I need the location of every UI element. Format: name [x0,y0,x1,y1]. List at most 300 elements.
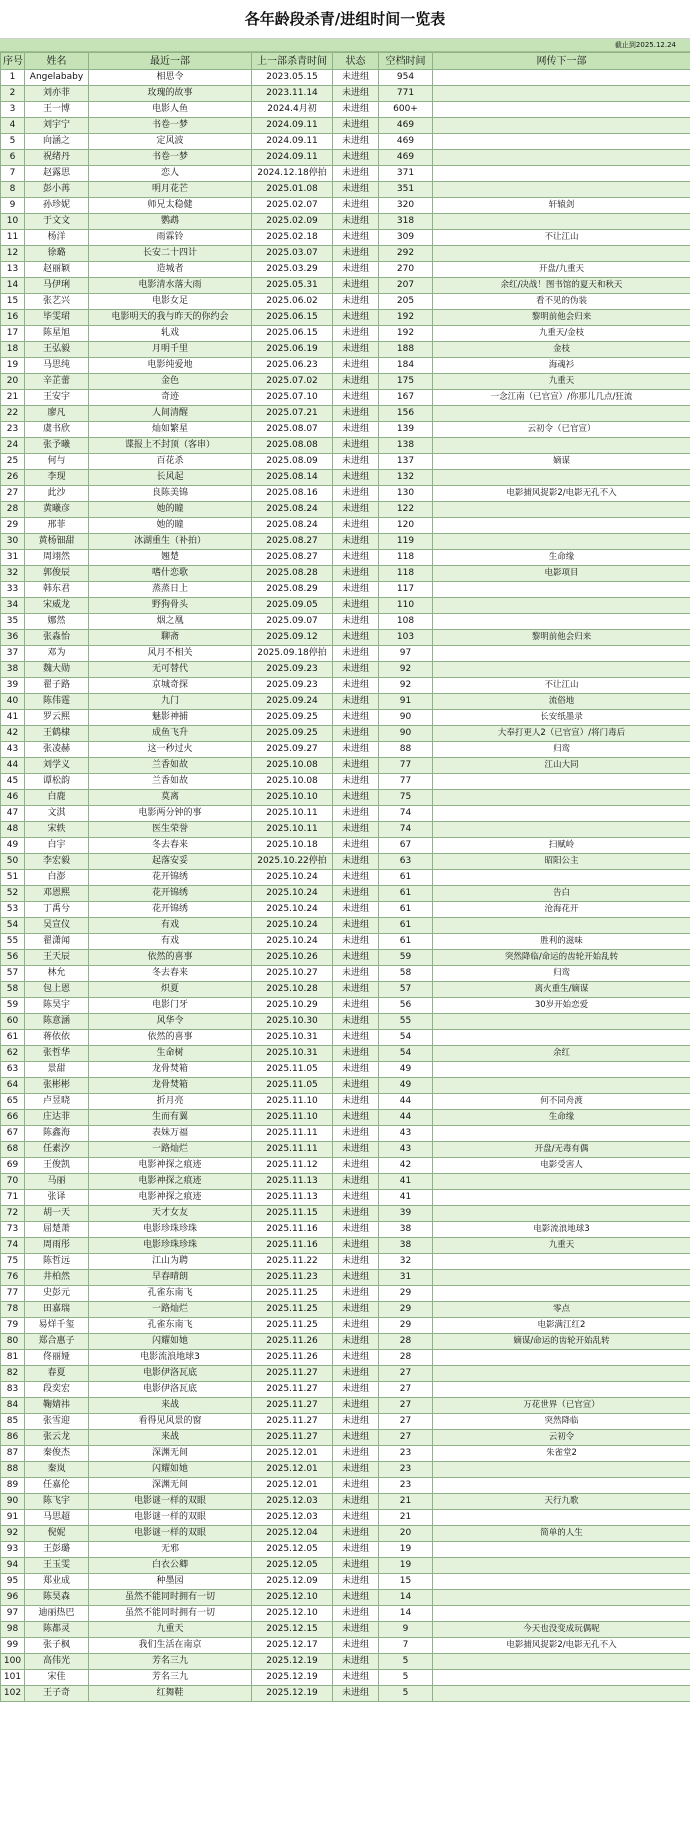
cell-wrap-date: 2025.12.17 [252,1638,333,1654]
cell-name: 娜然 [25,614,89,630]
table-row [1,1222,690,1238]
cell-next-rumored: 离火重生/嫡谋 [433,982,690,998]
cell-next-rumored [433,134,690,150]
cell-wrap-date: 2025.11.25 [252,1286,333,1302]
cell-status: 未进组 [333,1318,379,1334]
cell-status: 未进组 [333,1254,379,1270]
cell-name: 任嘉伦 [25,1478,89,1494]
cell-recent-work: 蒸蒸日上 [89,582,252,598]
cell-next-rumored [433,438,690,454]
cell-gap-days: 132 [379,470,433,486]
cell-index: 70 [1,1174,25,1190]
cell-status: 未进组 [333,422,379,438]
cell-recent-work: 无可替代 [89,662,252,678]
cell-wrap-date: 2025.11.25 [252,1302,333,1318]
cell-next-rumored: 云初令（已官宣） [433,422,690,438]
cell-next-rumored [433,1462,690,1478]
cell-wrap-date: 2023.11.14 [252,86,333,102]
cell-index: 35 [1,614,25,630]
cell-next-rumored: 归鸾 [433,742,690,758]
table-row [1,918,690,934]
cell-index: 53 [1,902,25,918]
cell-name: 刘学义 [25,758,89,774]
cell-wrap-date: 2025.10.11 [252,806,333,822]
cell-recent-work: 电影神探之痕迹 [89,1190,252,1206]
cell-index: 44 [1,758,25,774]
cell-next-rumored [433,790,690,806]
cell-name: 迪丽热巴 [25,1606,89,1622]
cell-gap-days: 184 [379,358,433,374]
cell-name: 马思超 [25,1510,89,1526]
cell-recent-work: 恋人 [89,166,252,182]
cell-index: 98 [1,1622,25,1638]
cell-wrap-date: 2025.07.10 [252,390,333,406]
cell-name: 郑业成 [25,1574,89,1590]
cell-next-rumored: 不让江山 [433,230,690,246]
cell-gap-days: 49 [379,1062,433,1078]
cell-next-rumored [433,1382,690,1398]
cell-recent-work: 电影纯爱地 [89,358,252,374]
cell-gap-days: 27 [379,1398,433,1414]
cell-status: 未进组 [333,1542,379,1558]
cell-index: 58 [1,982,25,998]
cell-index: 86 [1,1430,25,1446]
cell-index: 10 [1,214,25,230]
cell-index: 19 [1,358,25,374]
cell-recent-work: 电影神探之痕迹 [89,1158,252,1174]
cell-status: 未进组 [333,230,379,246]
cell-name: 向涵之 [25,134,89,150]
cell-status: 未进组 [333,1574,379,1590]
cell-wrap-date: 2025.06.15 [252,326,333,342]
table-row [1,1254,690,1270]
cell-recent-work: 来战 [89,1430,252,1446]
cell-status: 未进组 [333,518,379,534]
cell-recent-work: 兰香如故 [89,758,252,774]
cell-recent-work: 她的瞳 [89,518,252,534]
cell-wrap-date: 2025.11.13 [252,1174,333,1190]
cell-status: 未进组 [333,166,379,182]
cell-index: 20 [1,374,25,390]
cell-recent-work: 灿如繁星 [89,422,252,438]
cell-wrap-date: 2025.07.02 [252,374,333,390]
cell-next-rumored [433,1366,690,1382]
cell-wrap-date: 2025.10.31 [252,1030,333,1046]
cell-index: 81 [1,1350,25,1366]
table-row [1,1366,690,1382]
cell-index: 43 [1,742,25,758]
cell-status: 未进组 [333,1398,379,1414]
cell-wrap-date: 2025.05.31 [252,278,333,294]
cell-wrap-date: 2025.09.25 [252,710,333,726]
cell-next-rumored [433,1574,690,1590]
table-row [1,1382,690,1398]
cell-name: 张凌赫 [25,742,89,758]
cell-wrap-date: 2025.08.24 [252,502,333,518]
cell-name: 虞书欣 [25,422,89,438]
cell-wrap-date: 2025.10.24 [252,886,333,902]
cell-gap-days: 27 [379,1366,433,1382]
cell-status: 未进组 [333,1126,379,1142]
cell-name: 李现 [25,470,89,486]
cell-index: 83 [1,1382,25,1398]
cell-next-rumored: 告白 [433,886,690,902]
cell-gap-days: 351 [379,182,433,198]
cell-status: 未进组 [333,1558,379,1574]
cell-name: 陈都灵 [25,1622,89,1638]
cell-index: 13 [1,262,25,278]
cell-gap-days: 21 [379,1510,433,1526]
table-row [1,470,690,486]
cell-name: 蒋依依 [25,1030,89,1046]
table-row [1,310,690,326]
table-row [1,710,690,726]
cell-wrap-date: 2025.12.03 [252,1494,333,1510]
cell-index: 63 [1,1062,25,1078]
cell-recent-work: 雨霖铃 [89,230,252,246]
cell-gap-days: 309 [379,230,433,246]
cell-wrap-date: 2025.11.26 [252,1334,333,1350]
cell-next-rumored [433,470,690,486]
cell-wrap-date: 2025.12.05 [252,1558,333,1574]
table-row [1,1510,690,1526]
cell-recent-work: 电影珍珠珍珠 [89,1222,252,1238]
cell-status: 未进组 [333,1174,379,1190]
cell-name: 马伊琍 [25,278,89,294]
cell-next-rumored [433,1510,690,1526]
cell-gap-days: 77 [379,774,433,790]
cell-next-rumored [433,662,690,678]
cell-status: 未进组 [333,246,379,262]
cell-wrap-date: 2023.05.15 [252,70,333,86]
cell-index: 3 [1,102,25,118]
cell-name: 宋轶 [25,822,89,838]
table-row [1,230,690,246]
cell-wrap-date: 2025.10.24 [252,918,333,934]
cell-status: 未进组 [333,934,379,950]
cell-recent-work: 造城者 [89,262,252,278]
cell-index: 66 [1,1110,25,1126]
cell-gap-days: 27 [379,1430,433,1446]
cell-next-rumored [433,214,690,230]
cell-status: 未进组 [333,1206,379,1222]
table-row [1,1062,690,1078]
cell-name: 倪妮 [25,1526,89,1542]
cell-name: 任素汐 [25,1142,89,1158]
cell-wrap-date: 2025.11.15 [252,1206,333,1222]
cell-status: 未进组 [333,822,379,838]
cell-name: 庄达菲 [25,1110,89,1126]
cell-status: 未进组 [333,1142,379,1158]
cell-status: 未进组 [333,214,379,230]
table-row [1,214,690,230]
cell-recent-work: 书卷一梦 [89,118,252,134]
cell-next-rumored [433,918,690,934]
cell-next-rumored: 轩辕剑 [433,198,690,214]
cell-name: 张予曦 [25,438,89,454]
table-row [1,1478,690,1494]
cell-next-rumored: 云初令 [433,1430,690,1446]
cell-recent-work: 冬去春来 [89,966,252,982]
cell-status: 未进组 [333,310,379,326]
cell-next-rumored [433,502,690,518]
cell-name: 张译 [25,1190,89,1206]
cell-index: 11 [1,230,25,246]
table-row [1,182,690,198]
cell-wrap-date: 2025.12.05 [252,1542,333,1558]
cell-next-rumored [433,534,690,550]
cell-gap-days: 43 [379,1142,433,1158]
cell-recent-work: 电影伊洛瓦底 [89,1382,252,1398]
table-row [1,518,690,534]
cell-next-rumored: 电影满江红2 [433,1318,690,1334]
cell-recent-work: 起落安妥 [89,854,252,870]
cell-gap-days: 92 [379,662,433,678]
table-row [1,406,690,422]
cell-gap-days: 600+ [379,102,433,118]
cell-status: 未进组 [333,1270,379,1286]
cell-next-rumored: 一念江南（已官宣）/你那儿几点/狂流 [433,390,690,406]
table-row [1,822,690,838]
table-row [1,1142,690,1158]
cell-index: 64 [1,1078,25,1094]
cell-recent-work: 芳名三九 [89,1654,252,1670]
cell-name: 此沙 [25,486,89,502]
table-row [1,566,690,582]
cell-recent-work: 有戏 [89,934,252,950]
cell-status: 未进组 [333,918,379,934]
cell-index: 42 [1,726,25,742]
cell-status: 未进组 [333,790,379,806]
cell-status: 未进组 [333,1670,379,1686]
table-row [1,150,690,166]
cell-wrap-date: 2025.08.29 [252,582,333,598]
cell-wrap-date: 2025.10.31 [252,1046,333,1062]
table-row [1,1542,690,1558]
table-row [1,454,690,470]
cell-next-rumored [433,1654,690,1670]
cell-wrap-date: 2025.12.03 [252,1510,333,1526]
cell-next-rumored: 今天也没变成玩偶呢 [433,1622,690,1638]
cell-gap-days: 58 [379,966,433,982]
cell-index: 1 [1,70,25,86]
table-row [1,102,690,118]
cell-name: 张雪迎 [25,1414,89,1430]
cell-index: 47 [1,806,25,822]
cell-status: 未进组 [333,262,379,278]
cell-status: 未进组 [333,886,379,902]
cell-recent-work: 孔雀东南飞 [89,1286,252,1302]
cell-recent-work: 电影谜一样的双眼 [89,1526,252,1542]
cell-next-rumored [433,1542,690,1558]
cell-next-rumored: 黎明前他会归来 [433,630,690,646]
cell-recent-work: 长风起 [89,470,252,486]
cell-index: 77 [1,1286,25,1302]
cell-next-rumored [433,1014,690,1030]
schedule-table [0,52,690,1702]
cell-next-rumored [433,646,690,662]
cell-index: 92 [1,1526,25,1542]
cell-name: 井柏然 [25,1270,89,1286]
cell-index: 18 [1,342,25,358]
cell-next-rumored [433,70,690,86]
cell-recent-work: 电影谜一样的双眼 [89,1494,252,1510]
cell-index: 22 [1,406,25,422]
header-next-rumored: 网传下一部 [433,53,690,70]
table-row [1,1190,690,1206]
cell-status: 未进组 [333,1478,379,1494]
cell-status: 未进组 [333,710,379,726]
cell-wrap-date: 2025.11.16 [252,1222,333,1238]
cell-recent-work: 红舞鞋 [89,1686,252,1702]
cell-gap-days: 49 [379,1078,433,1094]
cell-name: 黄杨钿甜 [25,534,89,550]
cell-wrap-date: 2025.09.05 [252,598,333,614]
cell-recent-work: 生而有翼 [89,1110,252,1126]
cell-recent-work: 烟之凰 [89,614,252,630]
table-row [1,662,690,678]
cell-wrap-date: 2025.10.29 [252,998,333,1014]
cell-recent-work: 金色 [89,374,252,390]
cell-name: 辛芷蕾 [25,374,89,390]
cell-index: 4 [1,118,25,134]
cell-index: 51 [1,870,25,886]
table-row [1,742,690,758]
table-row [1,198,690,214]
cell-gap-days: 39 [379,1206,433,1222]
cell-index: 14 [1,278,25,294]
cell-name: 张淼怡 [25,630,89,646]
cell-recent-work: 九门 [89,694,252,710]
table-row [1,1046,690,1062]
cell-index: 33 [1,582,25,598]
cell-wrap-date: 2025.06.23 [252,358,333,374]
cell-gap-days: 23 [379,1478,433,1494]
cell-gap-days: 205 [379,294,433,310]
cell-wrap-date: 2025.09.18停拍 [252,646,333,662]
cell-index: 90 [1,1494,25,1510]
table-row [1,246,690,262]
cell-index: 48 [1,822,25,838]
table-row [1,422,690,438]
cell-name: 秦岚 [25,1462,89,1478]
cell-status: 未进组 [333,566,379,582]
cell-recent-work: 白衣公卿 [89,1558,252,1574]
cell-next-rumored [433,870,690,886]
cell-next-rumored [433,102,690,118]
cell-wrap-date: 2025.10.24 [252,902,333,918]
cell-status: 未进组 [333,758,379,774]
cell-next-rumored [433,582,690,598]
table-row [1,982,690,998]
cell-wrap-date: 2025.06.02 [252,294,333,310]
cell-next-rumored: 生命缘 [433,1110,690,1126]
cell-wrap-date: 2025.11.12 [252,1158,333,1174]
cell-status: 未进组 [333,1350,379,1366]
page-title: 各年龄段杀青/进组时间一览表 [0,0,690,39]
cell-name: 宋威龙 [25,598,89,614]
cell-name: 刘宇宁 [25,118,89,134]
cell-gap-days: 61 [379,918,433,934]
cell-next-rumored: 万花世界（已官宣） [433,1398,690,1414]
cell-name: 陈伟霆 [25,694,89,710]
cell-recent-work: 花开锦绣 [89,902,252,918]
cell-gap-days: 110 [379,598,433,614]
cell-recent-work: 谍报上不封顶（客串） [89,438,252,454]
cell-next-rumored: 归鸾 [433,966,690,982]
cell-gap-days: 118 [379,566,433,582]
cell-index: 91 [1,1510,25,1526]
cell-name: 胡一天 [25,1206,89,1222]
cell-name: 王天辰 [25,950,89,966]
cell-gap-days: 20 [379,1526,433,1542]
cell-recent-work: 莫离 [89,790,252,806]
cell-next-rumored: 天行九歌 [433,1494,690,1510]
cell-next-rumored: 流俗地 [433,694,690,710]
cell-wrap-date: 2025.06.15 [252,310,333,326]
cell-status: 未进组 [333,1606,379,1622]
cell-status: 未进组 [333,1286,379,1302]
cell-recent-work: 电影人鱼 [89,102,252,118]
cell-recent-work: 奇迹 [89,390,252,406]
cell-name: 丁禹兮 [25,902,89,918]
cell-index: 88 [1,1462,25,1478]
table-row [1,694,690,710]
cell-gap-days: 67 [379,838,433,854]
table-row [1,1318,690,1334]
cell-status: 未进组 [333,1446,379,1462]
cell-recent-work: 电影神探之痕迹 [89,1174,252,1190]
cell-recent-work: 百花杀 [89,454,252,470]
cell-gap-days: 41 [379,1174,433,1190]
cell-wrap-date: 2025.11.22 [252,1254,333,1270]
cell-next-rumored: 黎明前他会归来 [433,310,690,326]
cell-next-rumored [433,1686,690,1702]
cell-name: 陈鑫海 [25,1126,89,1142]
table-row [1,1446,690,1462]
cell-status: 未进组 [333,1222,379,1238]
cell-gap-days: 108 [379,614,433,630]
cell-status: 未进组 [333,438,379,454]
cell-wrap-date: 2025.10.08 [252,774,333,790]
cell-next-rumored [433,1254,690,1270]
cell-status: 未进组 [333,182,379,198]
cell-wrap-date: 2025.12.10 [252,1606,333,1622]
cell-index: 54 [1,918,25,934]
table-row [1,1494,690,1510]
cell-gap-days: 771 [379,86,433,102]
cell-index: 102 [1,1686,25,1702]
cell-recent-work: 一路灿烂 [89,1142,252,1158]
cell-next-rumored: 电影捕风捉影2/电影无孔不入 [433,486,690,502]
cell-next-rumored: 不让江山 [433,678,690,694]
cutoff-note: 截止到2025.12.24 [0,39,690,52]
cell-status: 未进组 [333,1526,379,1542]
cell-recent-work: 来战 [89,1398,252,1414]
cell-recent-work: 电影珍珠珍珠 [89,1238,252,1254]
cell-next-rumored [433,1190,690,1206]
table-row [1,1126,690,1142]
cell-index: 87 [1,1446,25,1462]
cell-status: 未进组 [333,102,379,118]
cell-next-rumored [433,1030,690,1046]
cell-index: 93 [1,1542,25,1558]
cell-wrap-date: 2025.11.26 [252,1350,333,1366]
cell-index: 25 [1,454,25,470]
cell-index: 74 [1,1238,25,1254]
cell-name: 文淇 [25,806,89,822]
cell-gap-days: 29 [379,1302,433,1318]
